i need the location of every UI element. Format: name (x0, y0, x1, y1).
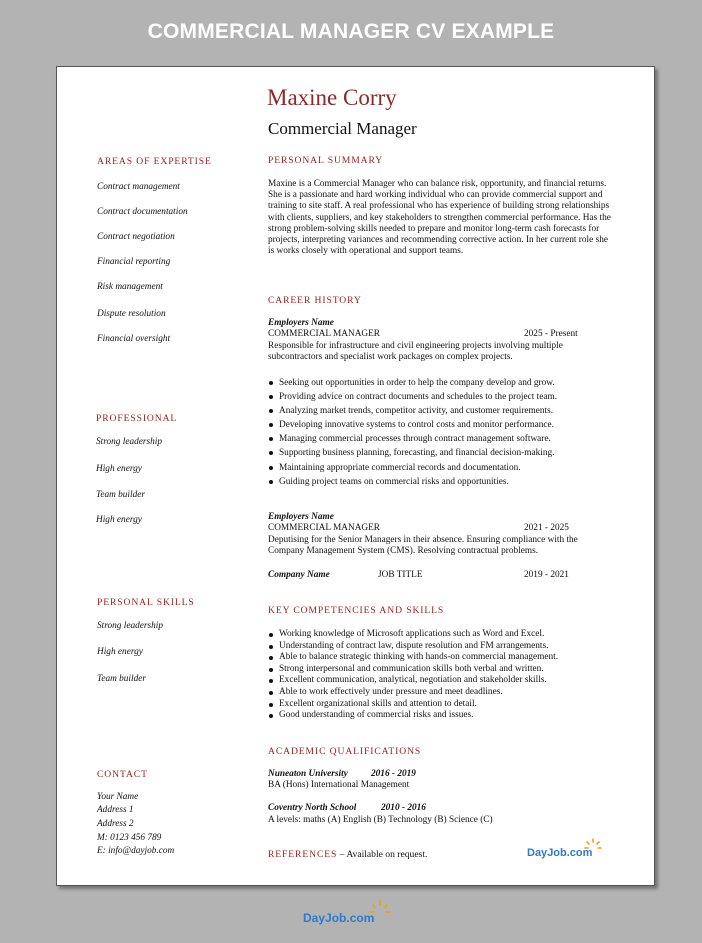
list-item: Maintaining appropriate commercial records and documentation. (268, 461, 557, 475)
professional-item: High energy (96, 515, 142, 525)
job1-dates: 2025 - Present (524, 329, 578, 339)
list-item: Excellent organizational skills and attention to detail. (268, 699, 558, 711)
personal-skills-heading: PERSONAL SKILLS (97, 597, 195, 608)
list-item: Supporting business planning, forecasting, and financial decision-making. (268, 446, 557, 460)
sun-icon (582, 837, 604, 853)
job1-bullets (268, 376, 557, 489)
references (268, 849, 427, 860)
logo-day: Day (527, 847, 548, 859)
list-item: Providing advice on contract documents and schedules to the project team. (268, 390, 557, 404)
references-text: – Available on request. (337, 849, 428, 860)
personal-skill-item: Strong leadership (97, 621, 164, 631)
professional-item: Strong leadership (96, 437, 163, 447)
contact-heading: CONTACT (97, 769, 148, 780)
list-item: Excellent communication, analytical, negotiation and stakeholder skills. (268, 675, 558, 687)
summary-text: Maxine is a Commercial Manager who can balance risk, opportunity, and financial returns. She is a passionate and hard working individual who can provide commercial support and training to site staff. A real professional who has experience of building strong relationships with clients, suppliers, and key stakeholders to strengthen commercial performance. Has the strong problem-solving skills needed to prepare and monitor long-term cash forecasts for projects, interpreting variances and recommending corrective action. In her current role she is works closely with operational and support teams. (268, 179, 611, 257)
contact-mobile: M: 0123 456 789 (97, 833, 162, 843)
expertise-item: Contract management (97, 182, 180, 192)
banner-title: COMMERCIAL MANAGER CV EXAMPLE (147, 20, 555, 43)
job1-description: Responsible for infrastructure and civil engineering projects involving multiple subcontractors and specialist work packages on complex projects. (268, 341, 563, 363)
list-item: Understanding of contract law, dispute resolution and FM arrangements. (268, 641, 558, 653)
career-heading: CAREER HISTORY (268, 295, 362, 306)
list-item: Able to balance strategic thinking with hands-on commercial management. (268, 652, 558, 664)
university-dates: 2016 - 2019 (371, 769, 416, 779)
a-levels: A levels: maths (A) English (B) Technology (B) Science (C) (268, 815, 493, 825)
academic-heading: ACADEMIC QUALIFICATIONS (268, 746, 422, 757)
list-item: Seeking out opportunities in order to help the company develop and grow. (268, 376, 557, 390)
candidate-role: Commercial Manager (268, 119, 417, 138)
professional-heading: PROFESSIONAL (96, 413, 178, 424)
school-name: Coventry North School (268, 803, 357, 813)
job1-title: COMMERCIAL MANAGER (268, 329, 380, 339)
contact-email: E: info@dayjob.com (97, 846, 175, 856)
school-dates: 2010 - 2016 (381, 803, 426, 813)
university-name: Nuneaton University (268, 769, 348, 779)
list-item: Working knowledge of Microsoft applications such as Word and Excel. (268, 629, 558, 641)
expertise-item: Financial reporting (97, 257, 171, 267)
dayjob-logo[interactable] (303, 911, 374, 925)
personal-skill-item: High energy (97, 647, 143, 657)
summary-heading: PERSONAL SUMMARY (268, 155, 384, 166)
job3-dates: 2019 - 2021 (524, 570, 569, 580)
job2-employer: Employers Name (268, 512, 334, 522)
contact-address-1: Address 1 (97, 805, 134, 815)
professional-item: Team builder (96, 490, 145, 500)
job1-employer: Employers Name (268, 318, 334, 328)
list-item: Guiding project teams on commercial risks and opportunities. (268, 475, 557, 489)
references-heading: REFERENCES (268, 849, 338, 860)
list-item: Strong interpersonal and communication skills both verbal and written. (268, 664, 558, 676)
list-item: Good understanding of commercial risks and issues. (268, 710, 558, 722)
expertise-item: Dispute resolution (97, 309, 166, 319)
contact-address-2: Address 2 (97, 819, 134, 829)
expertise-item: Contract negotiation (97, 232, 175, 242)
personal-skill-item: Team builder (97, 674, 146, 684)
list-item: Able to work effectively under pressure and meet deadlines. (268, 687, 558, 699)
cv-page (56, 66, 655, 886)
logo-com: .com (346, 911, 375, 925)
competencies-heading: KEY COMPETENCIES AND SKILLS (268, 605, 445, 616)
competencies-list (268, 629, 558, 722)
expertise-heading: AREAS OF EXPERTISE (97, 156, 212, 167)
sun-icon (367, 899, 393, 917)
job2-dates: 2021 - 2025 (524, 523, 569, 533)
expertise-item: Contract documentation (97, 207, 188, 217)
professional-item: High energy (96, 464, 142, 474)
list-item: Analyzing market trends, competitor activity, and customer requirements. (268, 404, 557, 418)
logo-job: Job (547, 847, 567, 859)
candidate-name: Maxine Corry (267, 85, 397, 110)
job2-title: COMMERCIAL MANAGER (268, 523, 380, 533)
logo-job: Job (325, 911, 347, 925)
list-item: Managing commercial processes through contract management software. (268, 432, 557, 446)
contact-name: Your Name (97, 792, 139, 802)
job3-company: Company Name (268, 570, 330, 580)
job2-description: Deputising for the Senior Managers in their absence. Ensuring compliance with the Company Management System (CMS). Resolving contractual problems. (268, 535, 578, 557)
expertise-item: Financial oversight (97, 334, 171, 344)
list-item: Developing innovative systems to control costs and monitor performance. (268, 418, 557, 432)
logo-com: .com (566, 847, 593, 859)
logo-day: Day (303, 911, 326, 925)
degree: BA (Hons) International Management (268, 780, 410, 790)
expertise-item: Risk management (97, 282, 163, 292)
job3-title: JOB TITLE (378, 570, 423, 580)
